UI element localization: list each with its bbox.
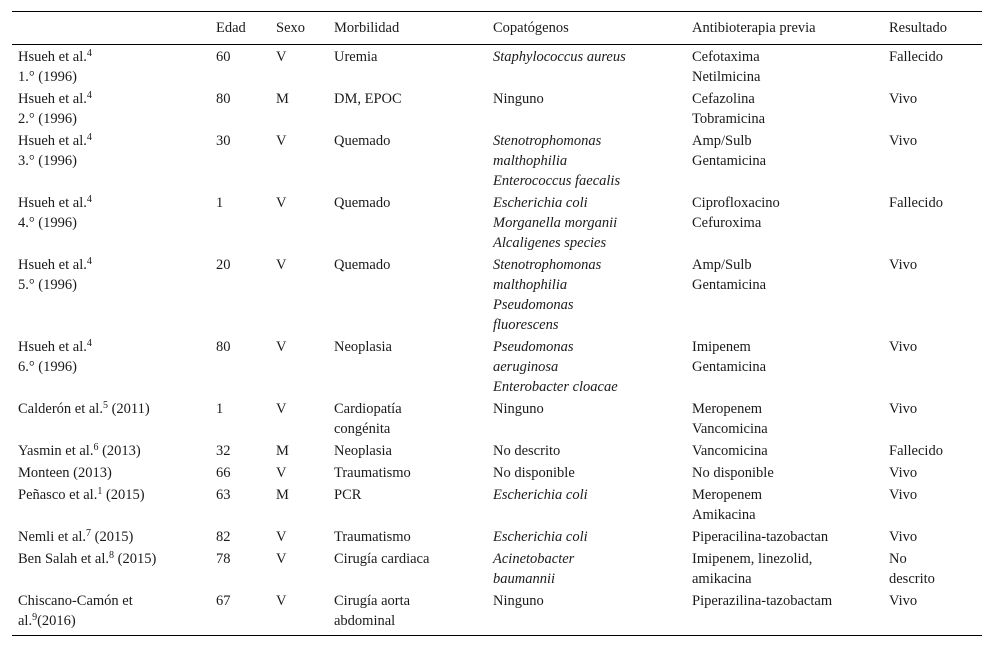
antibiotico-line: Cefotaxima [692, 49, 760, 65]
resultado-line: Vivo [889, 133, 918, 149]
cell-morbilidad [328, 192, 487, 254]
cell-author [12, 590, 210, 636]
cell-resultado [883, 526, 982, 548]
antibiotico-line: Meropenem [692, 487, 763, 503]
table-row [12, 440, 982, 462]
author-year: (2015) [91, 529, 134, 545]
antibiotico-line: Vancomicina [692, 443, 768, 459]
antibiotico-line: Amp/Sulb [692, 257, 752, 273]
reference-number: 1 [97, 486, 103, 497]
author-name: Calderón et al. [18, 401, 103, 417]
table-body [12, 45, 982, 636]
morbilidad-line: Uremia [334, 49, 378, 65]
author-name: Hsueh et al. [18, 49, 87, 65]
reference-number: 5 [102, 400, 108, 411]
cell-antibioterapia [686, 192, 883, 254]
cell-sexo: V [276, 195, 287, 211]
header-antibioterapia: Antibioterapia previa [686, 12, 883, 45]
copatogeno-line: Stenotrophomonas [493, 257, 602, 273]
cell-edad: 1 [216, 195, 224, 211]
morbilidad-line: Quemado [334, 133, 391, 149]
table-row [12, 254, 982, 336]
header-row [12, 12, 982, 45]
cell-copatogenos [487, 254, 686, 336]
table-row [12, 45, 982, 89]
cell-edad: 60 [216, 49, 231, 65]
cell-morbilidad [328, 462, 487, 484]
cell-sexo: V [276, 551, 287, 567]
table-row [12, 130, 982, 192]
header-morbilidad: Morbilidad [328, 12, 487, 45]
author-year: (2015) [114, 551, 157, 567]
reference-number: 6 [93, 442, 99, 453]
cell-author [12, 88, 210, 130]
reference-number: 4 [86, 132, 92, 143]
cell-sexo: V [276, 401, 287, 417]
cell-antibioterapia [686, 548, 883, 590]
cell-morbilidad [328, 526, 487, 548]
cell-copatogenos [487, 88, 686, 130]
reference-number: 4 [86, 194, 92, 205]
header-sexo: Sexo [270, 12, 328, 45]
case-year: 4.° (1996) [18, 215, 77, 231]
morbilidad-line: PCR [334, 487, 362, 503]
cell-author [12, 336, 210, 398]
cell-morbilidad [328, 130, 487, 192]
antibiotico-line: Cefazolina [692, 91, 755, 107]
cell-morbilidad [328, 254, 487, 336]
morbilidad-line: Cardiopatía [334, 401, 402, 417]
case-year: 3.° (1996) [18, 153, 77, 169]
copatogeno-line: No descrito [493, 443, 561, 459]
cell-author [12, 398, 210, 440]
morbilidad-line: Quemado [334, 195, 391, 211]
cell-author [12, 526, 210, 548]
cell-author [12, 192, 210, 254]
header-edad: Edad [210, 12, 270, 45]
antibiotico-line: Imipenem, linezolid, [692, 551, 813, 567]
table-row [12, 590, 982, 636]
copatogeno-line: Alcaligenes species [493, 235, 607, 251]
antibiotico-line: Gentamicina [692, 277, 767, 293]
morbilidad-line: Neoplasia [334, 443, 392, 459]
table-header [12, 12, 982, 45]
cell-copatogenos [487, 192, 686, 254]
copatogeno-line: Stenotrophomonas [493, 133, 602, 149]
cell-resultado [883, 130, 982, 192]
cell-morbilidad [328, 88, 487, 130]
cell-sexo: V [276, 339, 287, 355]
author-year: (2013) [98, 443, 141, 459]
reference-number: 4 [86, 338, 92, 349]
cell-resultado [883, 484, 982, 526]
resultado-line: Fallecido [889, 195, 943, 211]
table-row [12, 398, 982, 440]
copatogeno-line: Pseudomonas [493, 339, 574, 355]
author-name: Chiscano-Camón et [18, 593, 133, 609]
cell-copatogenos [487, 526, 686, 548]
copatogeno-line: baumannii [493, 571, 556, 587]
morbilidad-line: Cirugía cardiaca [334, 551, 430, 567]
case-year: 6.° (1996) [18, 359, 77, 375]
cell-morbilidad [328, 484, 487, 526]
cell-edad: 32 [216, 443, 231, 459]
morbilidad-line: abdominal [334, 613, 396, 629]
cell-antibioterapia [686, 440, 883, 462]
cell-edad: 1 [216, 401, 224, 417]
copatogeno-line: Ninguno [493, 593, 544, 609]
cell-author [12, 130, 210, 192]
cell-sexo: M [276, 91, 289, 107]
cell-resultado [883, 88, 982, 130]
table-row [12, 192, 982, 254]
copatogeno-line: Ninguno [493, 91, 544, 107]
morbilidad-line: Neoplasia [334, 339, 392, 355]
copatogeno-line: malthophilia [493, 153, 568, 169]
cell-edad: 20 [216, 257, 231, 273]
cell-author [12, 45, 210, 89]
cell-antibioterapia [686, 254, 883, 336]
cell-antibioterapia [686, 88, 883, 130]
cell-sexo: M [276, 487, 289, 503]
resultado-line: descrito [889, 571, 935, 587]
cases-table [12, 11, 982, 636]
author-year: (2015) [102, 487, 145, 503]
table-row [12, 336, 982, 398]
morbilidad-line: Traumatismo [334, 465, 411, 481]
reference-number: 4 [86, 48, 92, 59]
copatogeno-line: fluorescens [493, 317, 559, 333]
copatogeno-line: Staphylococcus aureus [493, 49, 626, 65]
cell-antibioterapia [686, 526, 883, 548]
cell-edad: 78 [216, 551, 231, 567]
cell-copatogenos [487, 130, 686, 192]
cell-morbilidad [328, 440, 487, 462]
cell-antibioterapia [686, 45, 883, 89]
author-name: Hsueh et al. [18, 195, 87, 211]
cell-morbilidad [328, 45, 487, 89]
antibiotico-line: Piperazilina-tazobactam [692, 593, 833, 609]
copatogeno-line: Escherichia coli [493, 529, 588, 545]
author-name: Hsueh et al. [18, 339, 87, 355]
copatogeno-line: Escherichia coli [493, 195, 588, 211]
cell-morbilidad [328, 398, 487, 440]
cell-copatogenos [487, 462, 686, 484]
cell-resultado [883, 336, 982, 398]
cell-antibioterapia [686, 398, 883, 440]
author-year: (2011) [107, 401, 150, 417]
resultado-line: Vivo [889, 487, 918, 503]
cell-copatogenos [487, 548, 686, 590]
cell-copatogenos [487, 45, 686, 89]
cell-resultado [883, 440, 982, 462]
cell-resultado [883, 254, 982, 336]
resultado-line: Fallecido [889, 443, 943, 459]
author-name: Ben Salah et al. [18, 551, 110, 567]
cell-author [12, 462, 210, 484]
copatogeno-line: malthophilia [493, 277, 568, 293]
cell-sexo: V [276, 133, 287, 149]
resultado-line: Fallecido [889, 49, 943, 65]
cell-resultado [883, 548, 982, 590]
author-name: Hsueh et al. [18, 257, 87, 273]
author-name: Peñasco et al. [18, 487, 98, 503]
header-copatogenos: Copatógenos [487, 12, 686, 45]
cell-copatogenos [487, 484, 686, 526]
resultado-line: Vivo [889, 465, 918, 481]
cell-resultado [883, 462, 982, 484]
morbilidad-line: Quemado [334, 257, 391, 273]
copatogeno-line: Pseudomonas [493, 297, 574, 313]
antibiotico-line: Piperacilina-tazobactan [692, 529, 829, 545]
antibiotico-line: Cefuroxima [692, 215, 762, 231]
case-year: 5.° (1996) [18, 277, 77, 293]
reference-number: 4 [86, 90, 92, 101]
antibiotico-line: Amp/Sulb [692, 133, 752, 149]
antibiotico-line: Tobramicina [692, 111, 766, 127]
copatogeno-line: No disponible [493, 465, 575, 481]
copatogeno-line: Acinetobacter [493, 551, 575, 567]
cell-antibioterapia [686, 484, 883, 526]
author-name: Yasmin et al. [18, 443, 94, 459]
reference-number: 9 [32, 612, 38, 623]
resultado-line: Vivo [889, 257, 918, 273]
case-year: 1.° (1996) [18, 69, 77, 85]
author-year: (2016) [37, 613, 76, 629]
cell-author [12, 548, 210, 590]
morbilidad-line: Cirugía aorta [334, 593, 411, 609]
cell-copatogenos [487, 336, 686, 398]
cell-author [12, 484, 210, 526]
cell-author [12, 254, 210, 336]
cell-edad: 67 [210, 590, 270, 636]
resultado-line: Vivo [889, 593, 918, 609]
reference-number: 4 [86, 256, 92, 267]
antibiotico-line: Meropenem [692, 401, 763, 417]
header-case [12, 12, 210, 45]
resultado-line: Vivo [889, 529, 918, 545]
cell-sexo: V [276, 257, 287, 273]
cell-edad: 82 [216, 529, 231, 545]
copatogeno-line: Morganella morganii [493, 215, 618, 231]
cell-resultado [883, 45, 982, 89]
cell-edad: 80 [216, 91, 231, 107]
reference-number: 7 [86, 528, 92, 539]
resultado-line: No [889, 551, 907, 567]
cell-copatogenos [487, 590, 686, 636]
cell-edad: 80 [216, 339, 231, 355]
table-row [12, 548, 982, 590]
cell-sexo: V [276, 49, 287, 65]
cell-edad: 63 [216, 487, 231, 503]
author-name-cont: al. [18, 613, 33, 629]
cell-morbilidad [328, 336, 487, 398]
author-name: Nemli et al. [18, 529, 87, 545]
antibiotico-line: Netilmicina [692, 69, 761, 85]
antibiotico-line: Amikacina [692, 507, 756, 523]
table-row [12, 526, 982, 548]
cell-antibioterapia [686, 130, 883, 192]
cell-sexo: V [276, 529, 287, 545]
copatogeno-line: Enterococcus faecalis [493, 173, 621, 189]
table-row [12, 484, 982, 526]
cell-copatogenos [487, 440, 686, 462]
cell-sexo: M [276, 443, 289, 459]
cell-sexo: V [270, 590, 328, 636]
cell-sexo: V [276, 465, 287, 481]
cell-resultado [883, 192, 982, 254]
copatogeno-line: Ninguno [493, 401, 544, 417]
antibiotico-line: Imipenem [692, 339, 751, 355]
antibiotico-line: amikacina [692, 571, 752, 587]
antibiotico-line: Gentamicina [692, 153, 767, 169]
cell-author [12, 440, 210, 462]
morbilidad-line: Traumatismo [334, 529, 411, 545]
author-name: Hsueh et al. [18, 91, 87, 107]
cell-antibioterapia [686, 590, 883, 636]
cell-antibioterapia [686, 336, 883, 398]
table-row [12, 88, 982, 130]
copatogeno-line: aeruginosa [493, 359, 559, 375]
copatogeno-line: Enterobacter cloacae [493, 379, 618, 395]
author-name: Monteen (2013) [18, 465, 112, 481]
header-resultado: Resultado [883, 12, 982, 45]
antibiotico-line: Ciprofloxacino [692, 195, 780, 211]
cell-morbilidad [328, 590, 487, 636]
morbilidad-line: congénita [334, 421, 391, 437]
case-year: 2.° (1996) [18, 111, 77, 127]
reference-number: 8 [109, 550, 115, 561]
cell-edad: 66 [216, 465, 231, 481]
morbilidad-line: DM, EPOC [334, 91, 402, 107]
antibiotico-line: No disponible [692, 465, 774, 481]
cell-morbilidad [328, 548, 487, 590]
cell-antibioterapia [686, 462, 883, 484]
cell-copatogenos [487, 398, 686, 440]
antibiotico-line: Gentamicina [692, 359, 767, 375]
table-row [12, 462, 982, 484]
resultado-line: Vivo [889, 401, 918, 417]
copatogeno-line: Escherichia coli [493, 487, 588, 503]
cell-resultado [883, 398, 982, 440]
cell-resultado [883, 590, 982, 636]
resultado-line: Vivo [889, 339, 918, 355]
author-name: Hsueh et al. [18, 133, 87, 149]
antibiotico-line: Vancomicina [692, 421, 768, 437]
cell-edad: 30 [216, 133, 231, 149]
resultado-line: Vivo [889, 91, 918, 107]
